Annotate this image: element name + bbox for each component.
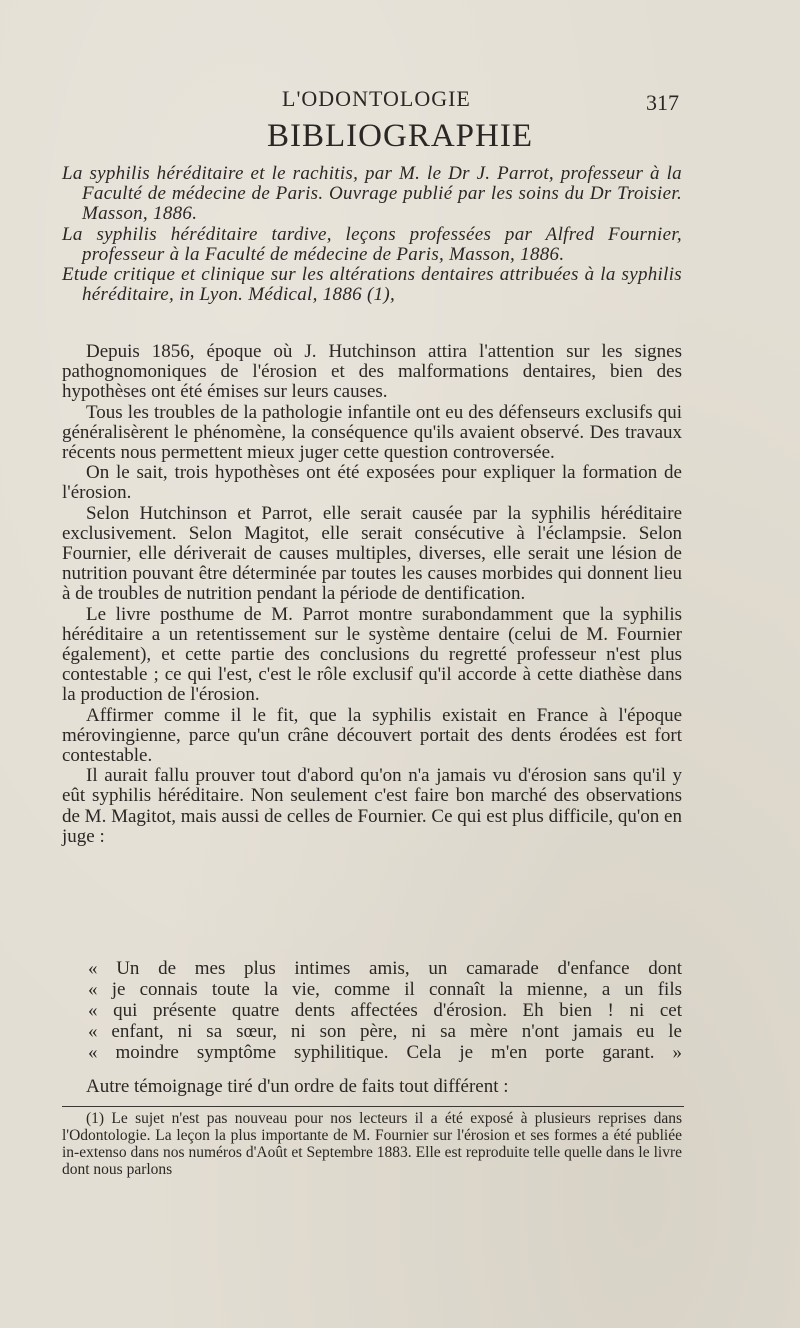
paragraph: Affirmer comme il le fit, que la syphilis existait en France à l'époque mérovingienne, parce qu'un crâne découvert portait des dents érodées est fort contestable. [62, 704, 682, 767]
paragraph: Depuis 1856, époque où J. Hutchinson attira l'attention sur les signes pathognomoniques de l'érosion et des malformations dentaires, bien des hypothèses ont été émises sur leurs causes. [62, 341, 682, 403]
paragraph: Selon Hutchinson et Parrot, elle serait causée par la syphilis héréditaire exclusivement. Selon Magitot, elle serait consécutive à l'éclampsie. Selon Fournier, elle dériverait de causes multiples, diverses, elle serait une lésion de nutrition pouvant être déterminée par toutes les causes morbides qui donnent lieu à de troubles de nutrition pendant la période de dentification. [62, 502, 682, 605]
after-quote-text: Autre témoignage tiré d'un ordre de faits tout différent : [86, 1076, 509, 1097]
reference-entry: La syphilis héréditaire tardive, leçons professées par Alfred Fournier, professeur à la Faculté de médecine de Paris, Masson, 1886. [62, 223, 682, 265]
footnote: (1) Le sujet n'est pas nouveau pour nos lecteurs il a été exposé à plusieurs reprises dans l'Odontologie. La leçon la plus importante de M. Fournier sur l'érosion et ses formes a été publiée in-extenso dans nos numéros d'Août et Septembre 1883. Elle est reproduite telle quelle dans le livre dont nous parlons [62, 1110, 682, 1178]
body-text [62, 342, 682, 847]
bibliography-references [62, 164, 682, 305]
quote-line: « moindre symptôme syphilitique. Cela je m'en porte garant. » [88, 1042, 682, 1063]
paragraph: Il aurait fallu prouver tout d'abord qu'on n'a jamais vu d'érosion sans qu'il y eût syphilis héréditaire. Non seulement c'est faire bon marché des observations de M. Magitot, mais aussi de celles de Fournier. Ce qui est plus difficile, qu'on en juge : [62, 765, 682, 847]
footnote-divider [62, 1106, 684, 1107]
running-title: L'ODONTOLOGIE [282, 86, 471, 111]
reference-entry: Etude critique et clinique sur les altérations dentaires attribuées à la syphilis héréditaire, in Lyon. Médical, 1886 (1), [62, 264, 682, 306]
quote-line: « je connais toute la vie, comme il connaît la mienne, a un fils [88, 979, 682, 1000]
paragraph: Le livre posthume de M. Parrot montre surabondamment que la syphilis héréditaire a un retentissement sur le système dentaire (celui de M. Fournier également), et cette partie des conclusions du regretté professeur n'est plus contestable ; ce qui l'est, c'est le rôle exclusif qu'il accorde à cette diathèse dans la production de l'érosion. [62, 603, 682, 706]
section-title: BIBLIOGRAPHIE [267, 118, 533, 154]
page-number: 317 [646, 90, 679, 115]
quote-line: « Un de mes plus intimes amis, un camarade d'enfance dont [88, 958, 682, 979]
reference-entry: La syphilis héréditaire et le rachitis, par M. le Dr J. Parrot, professeur à la Faculté de médecine de Paris. Ouvrage publié par les soins du Dr Troisier. Masson, 1886. [62, 163, 682, 225]
block-quote [62, 958, 682, 1063]
paragraph: Tous les troubles de la pathologie infantile ont eu des défenseurs exclusifs qui généralisèrent le phénomène, la conséquence qu'ils avaient observé. Des travaux récents nous permettent mieux juger cette question controversée. [62, 401, 682, 464]
quote-line: « qui présente quatre dents affectées d'érosion. Eh bien ! ni cet [88, 1000, 682, 1021]
running-head [0, 86, 800, 116]
paragraph: On le sait, trois hypothèses ont été exposées pour expliquer la formation de l'érosion. [62, 462, 682, 504]
quote-line: « enfant, ni sa sœur, ni son père, ni sa mère n'ont jamais eu le [88, 1021, 682, 1042]
